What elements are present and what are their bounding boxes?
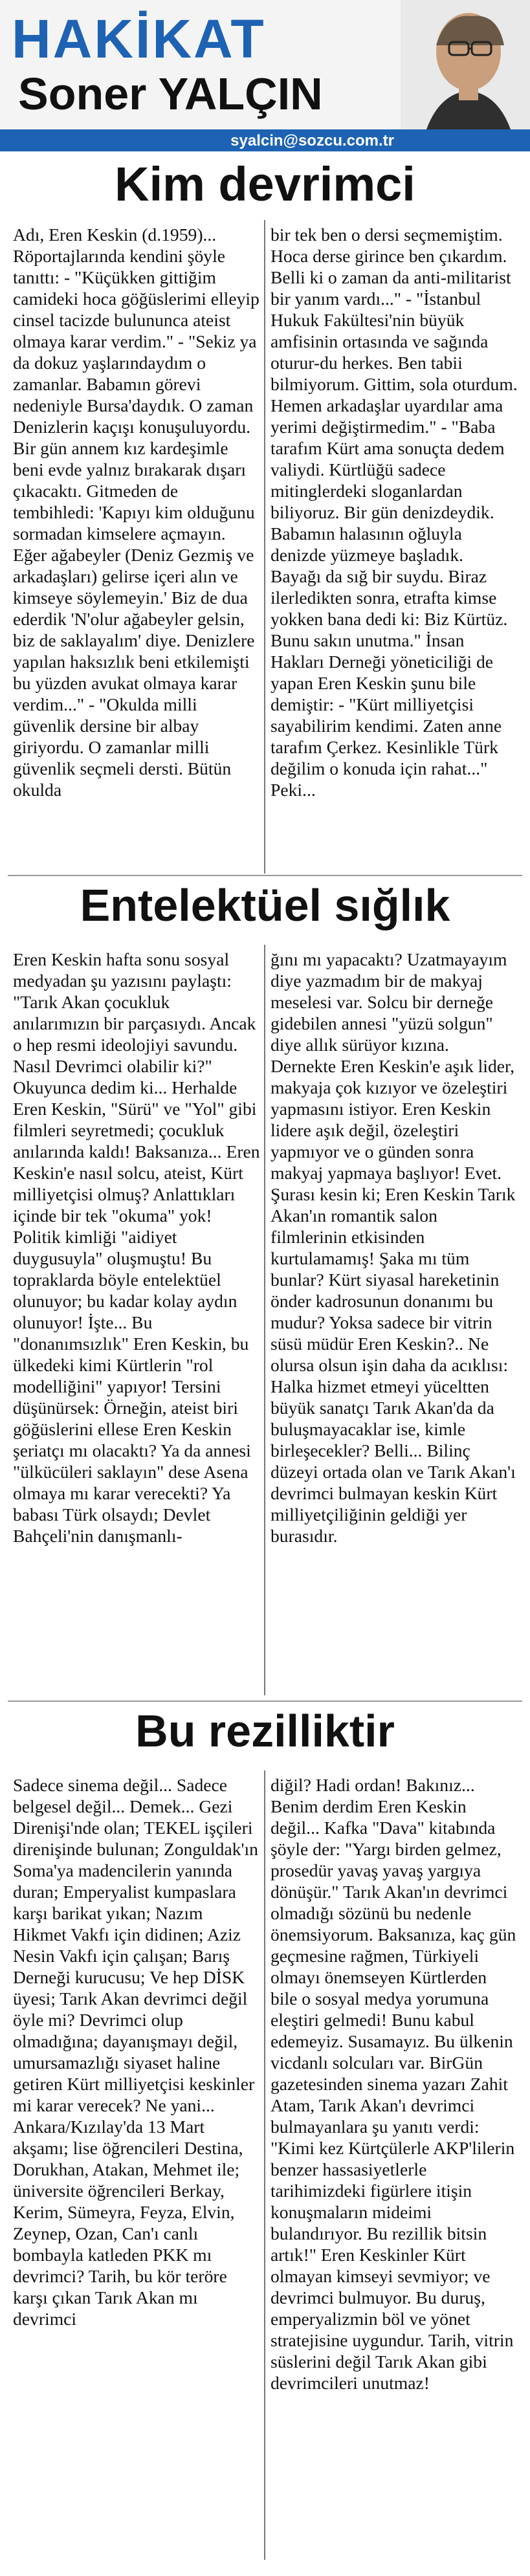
section-3-column-2: [271, 1774, 518, 2394]
article-text: Adı, Eren Keskin (d.1959)... Röportajlarında kendini şöyle tanıttı: - "Küçükken gittiğim camideki hoca göğüslerimi elleyip cinsel tacizde bulununca ateist olmaya karar verdim." - "Sekiz ya da dokuz yaşlarındaydım o zamanlar. Babamın görevi nedeniyle Bursa'daydık. O zaman Denizlerin kaçışı konuşuluyordu. Bir gün annem kız kardeşimle beni evde yalnız bırakarak dışarı çıkacaktı. Gitmeden de tembihledi: 'Kapıyı kim olduğunu sormadan kimselere açmayın. Eğer ağabeyler (Deniz Gezmiş ve arkadaşları) gelirse içeri alın ve kimseye söylemeyin.' Biz de dua ederdik 'N'olur ağabeyler gelsin, biz de saklayalım' diye. Denizlere yapılan haksızlık beni etkilemişti bu yüzden avukat olmaya karar verdim..." - "Okulda milli güvenlik dersine bir albay giriyordu. O zamanlar milli güvenlik seçmeli dersti. Bütün okulda: [13, 225, 259, 800]
section-3-column-1: [13, 1774, 260, 2329]
section-1-column-1: [13, 224, 260, 800]
section-2-column-1: [13, 949, 260, 1547]
section-title: Kim devrimci: [115, 157, 415, 211]
article-text: diğil? Hadi ordan! Bakınız... Benim derdim Eren Keskin değil... Kafka "Dava" kitabında şöyle der: "Yargı birden gelmez, prosedür yavaş yavaş yargıya dönüşür." Tarık Akan'ın devrimci olmadığı sözünü bu nedenle önemsiyorum. Baksanıza, kaç gün geçmesine rağmen, Türkiyeli olmayı önemseyen Kürtlerden bile o sosyal medya yorumuna eleştiri gelmedi! Bunu kabul edemeyiz. Susamayız. Bu ülkenin vicdanlı solcuları var. BirGün gazetesinden sinema yazarı Zahit Atam, Tarık Akan'ı devrimci bulmayanlara şu yanıtı verdi: "Kimi kez Kürtçülerle AKP'lilerin benzer hassasiyetlerle tarihimizdeki figürlere itişin konuşmaların mideimi bulandırıyor. Bu rezillik bitsin artık!" Eren Keskinler Kürt olmayan kimseyi sevmiyor; ve devrimci bulmuyor. Bu duruş, emperyalizmin böl ve yönet stratejisine uygundur. Tarih, vitrin süslerini değil Tarık Akan gibi devrimcileri unutmaz!: [271, 1775, 516, 2393]
email-bar: [0, 129, 530, 151]
article-text: Sadece sinema değil... Sadece belgesel değil... Demek... Gezi Direnişi'nde olan; TEKEL işçileri direnişinde bulunan; Zonguldak'ın Soma'ya madencilerin yanında duran; Emperyalist kumpaslara karşı barikat yıkan; Nazım Hikmet Vakfı için didinen; Aziz Nesin Vakfı için çalışan; Barış Derneği kurucusu; Ve hep DİSK üyesi; Tarık Akan devrimci değil öyle mi? Devrimci olup olmadığına; dayanışmayı değil, umursamazlığı siyaset haline getiren Kürt milliyetçisi keskinler mi karar verecek? Ne yani... Ankara/Kızılay'da 13 Mart akşamı; lise öğrencileri Destina, Dorukhan, Atakan, Mehmet ile; üniversite öğrencileri Berkay, Kerim, Sümeyra, Feyza, Elvin, Zeynep, Ozan, Can'ı canlı bombayla katleden PKK mı devrimci? Tarih, bu kör teröre karşı çıkan Tarık Akan mı devrimci: [13, 1775, 258, 2329]
section-2-column-2: [271, 949, 518, 1547]
column-divider: [264, 1770, 265, 2560]
article-text: Eren Keskin hafta sonu sosyal medyadan şu yazısını paylaştı: "Tarık Akan çocukluk anılarımızın bir parçasıydı. Ancak o hep resmi ideolojiyi savundu. Nasıl Devrimci olabilir ki?" Okuyunca dedim ki... Herhalde Eren Keskin, "Sürü" ve "Yol" gibi filmleri seyretmedi; çocukluk anılarında kaldı! Baksanıza... Eren Keskin'e nasıl solcu, ateist, Kürt milliyetçisi olmuş? Anlattıkları içinde bir tek "okuma" yok! Politik kimliği "aidiyet duygusuyla" oluşmuştu! Bu topraklarda böyle entelektüel olunuyor; bu kadar kolay aydın olunuyor! İşte... Bu "donanımsızlık" Eren Keskin, bu ülkedeki kimi Kürtlerin "rol modelliğini" yapıyor! Tersini düşünürsek: Örneğin, ateist biri göğüslerini ellese Eren Keskin şeriatçı mı olacaktı? Ya da annesi "ülkücüleri saklayın" dese Asena olmaya mı karar verecekti? Ya babası Türk olsaydı; Devlet Bahçeli'nin danışmanlı-: [13, 949, 260, 1546]
article-text: ğını mı yapacaktı? Uzatmayayım diye yazmadım bir de makyaj meselesi var. Solcu bir derneğe gidebilen annesi "yüzü solgun" diye allık sürüyor kızına. Dernekte Eren Keskin'e aşık lider, makyaja çok kızıyor ve özeleştiri yapmasını istiyor. Eren Keskin lidere aşık değil, özeleştiri yapmıyor ve o günden sonra makyaj yapmaya başlıyor! Evet. Şurası kesin ki; Eren Keskin Tarık Akan'ın romantik salon filmlerinin etkisinden kurtulamamış! Şaka mı tüm bunlar? Kürt siyasal hareketinin önder kadrosunun donanımı bu mudur? Yoksa sadece bir vitrin süsü müdür Eren Keskin?.. Ne olursa olsun işin daha da acıklısı: Halka hizmet etmeyi yüceltten büyük sanatçı Tarık Akan'da da buluşmayacaklar ise, kimle birleşecekler? Belli... Bilinç düzeyi ortada olan ve Tarık Akan'ı devrimci bulmayan keskin Kürt milliyetçiliğinin geldiği yer burasıdır.: [271, 949, 516, 1546]
author-portrait-icon: [401, 0, 530, 129]
column-header: [0, 0, 530, 149]
column-name: HAKİKAT: [12, 8, 266, 69]
article-text: bir tek ben o dersi seçmemiştim. Hoca derse girince ben çıkardım. Belli ki o zaman da anti-militarist bir yanım vardı..." - "İstanbul Hukuk Fakültesi'nin büyük amfisinin ortasında ve sağında oturur-du herkes. Ben tabii bilmiyorum. Gittim, sola oturdum. Hemen arkadaşlar uyardılar ama yerimi değiştirmedim." - "Baba tarafım Kürt ama sonuçta dedem valiydi. Kürtlüğü sadece mitinglerdeki sloganlardan biliyoruz. Bir gün denizdeydik. Babamın halasının oğluyla denizde yüzmeye başladık. Bayağı da sığ bir suydu. Biraz ilerledikten sonra, etrafta kimse yokken bana dedi ki: Biz Kürtüz. Bunu sakın unutma." İnsan Hakları Derneği yöneticiliği de yapan Eren Keskin şunu bile demiştir: - "Kürt milliyetçisi sayabilirim kendimi. Zaten anne tarafım Çerkez. Kesinlikle Türk değilim o konuda için rahat..." Peki...: [271, 225, 518, 800]
column-divider: [264, 945, 265, 1695]
author-name: Soner YALÇIN: [18, 69, 323, 119]
section-title: Bu rezilliktir: [135, 1706, 395, 1756]
section-title: Entelektüel sığlık: [80, 880, 450, 930]
section-divider: [8, 875, 522, 876]
author-email: syalcin@sozcu.com.tr: [230, 132, 394, 149]
section-1-column-2: [271, 224, 518, 800]
section-divider: [8, 1701, 522, 1702]
column-divider: [264, 220, 265, 874]
